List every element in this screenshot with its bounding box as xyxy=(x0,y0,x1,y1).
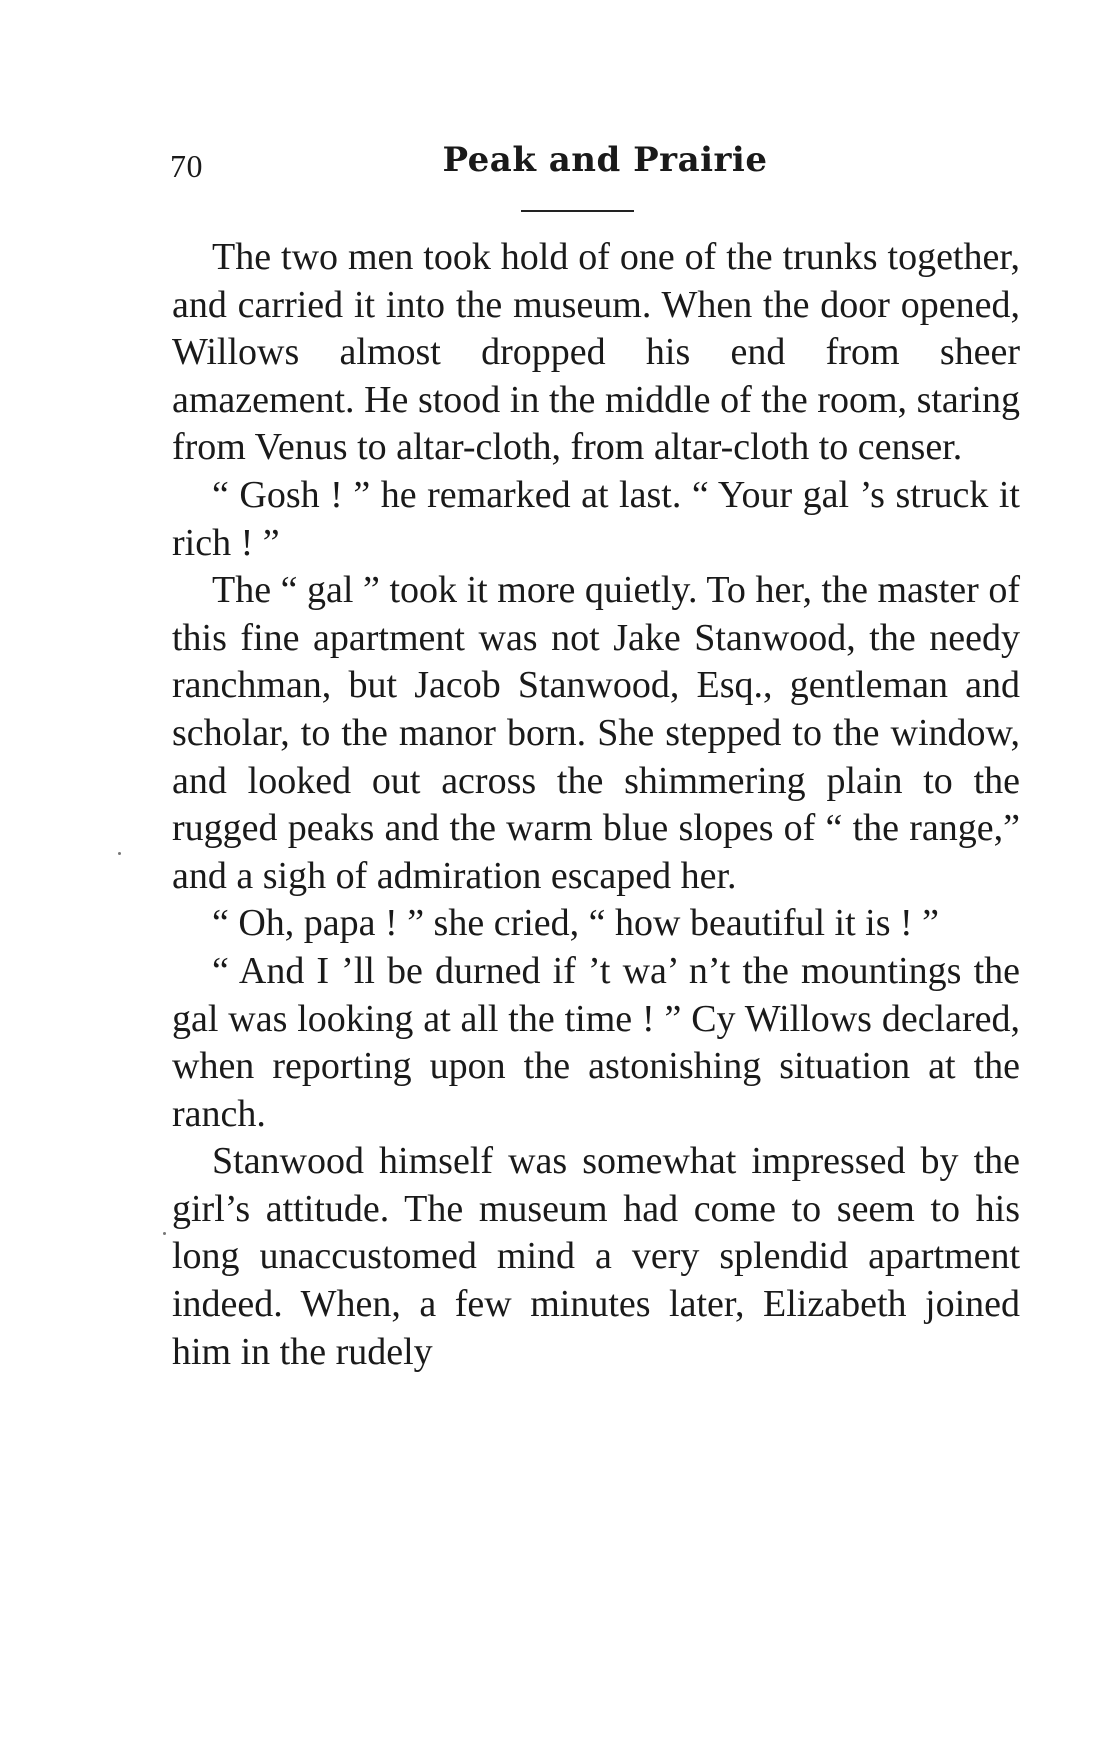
paper-speck xyxy=(163,1232,166,1235)
paragraph: “ Oh, papa ! ” she cried, “ how beautiful it is ! ” xyxy=(212,902,940,945)
page-number: 70 xyxy=(170,148,203,184)
paragraph: The “ gal ” took it more quietly. To her, the master of this fine apartment was not Jake Stanwood, the needy ranchman, but Jacob Stanwood, Esq., gentleman and scholar, to the manor born. She stepped to the window, and looked out across the shimmering plain to the rugged peaks and the warm blue slopes of “ the range,” and a sigh of admiration escaped her. xyxy=(172,569,1020,897)
paragraph: “ Gosh ! ” he remarked at last. “ Your gal ’s struck it rich ! ” xyxy=(172,473,1020,564)
running-title: Peak and Prairie xyxy=(442,140,768,180)
page-header xyxy=(170,136,1020,196)
paragraph: Stanwood himself was somewhat impressed by the girl’s attitude. The museum had come to seem to his long unaccustomed mind a very splendid apartment indeed. When, a few minutes later, Elizabeth joined him in the rudely xyxy=(172,1140,1020,1373)
paragraph: The two men took hold of one of the trunks together, and carried it into the museum. When the door opened, Willows almost dropped his end from sheer amazement. He stood in the middle of the room, staring from Venus to altar-cloth, from altar-cloth to censer. xyxy=(172,236,1020,469)
paragraph: “ And I ’ll be durned if ’t wa’ n’t the mountings the gal was looking at all the time ! ” Cy Willows declared, when reporting upon the astonishing situation at the ranch. xyxy=(172,949,1020,1135)
paper-speck xyxy=(118,852,121,855)
body-text xyxy=(172,234,1020,1376)
header-divider xyxy=(521,210,634,212)
